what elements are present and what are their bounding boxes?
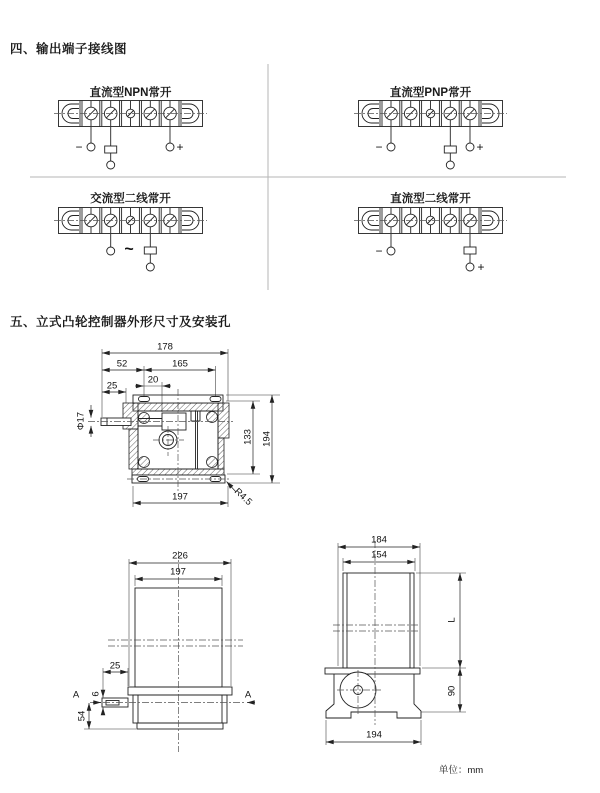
diagram-title-dc-pnp: 直流型PNP常开 bbox=[389, 87, 472, 99]
polarity-plus-label: + bbox=[477, 260, 485, 274]
ac-wave-symbol: ~ bbox=[124, 241, 134, 258]
polarity-minus-label: − bbox=[375, 140, 383, 154]
diagram-title-ac-2wire: 交流型二线常开 bbox=[90, 193, 171, 205]
dim-front-body-width: 197 bbox=[170, 566, 186, 578]
dim-side-base-height: 90 bbox=[446, 685, 458, 697]
section-mark-a-right: A bbox=[244, 689, 252, 701]
dim-side-height-var: L bbox=[446, 617, 458, 623]
section5-heading: 五、立式凸轮控制器外形尺寸及安装孔 bbox=[10, 315, 232, 329]
dim-shaft-length: 25 bbox=[106, 380, 118, 392]
dim-side-overall-width: 184 bbox=[371, 534, 387, 546]
wiring-npn bbox=[87, 127, 174, 169]
section4-heading: 四、输出端子接线图 bbox=[10, 42, 128, 56]
side-view-drawing bbox=[325, 541, 466, 745]
dim-front-overall-width: 226 bbox=[172, 550, 188, 562]
terminal-block-dc2 bbox=[354, 208, 507, 234]
polarity-plus-label: + bbox=[176, 140, 184, 154]
terminal-block-ac2 bbox=[54, 208, 207, 234]
dim-left-offset: 52 bbox=[116, 358, 128, 370]
dim-overall-width: 178 bbox=[157, 341, 173, 353]
polarity-plus-label: + bbox=[476, 140, 484, 154]
wiring-dc2 bbox=[387, 234, 476, 271]
polarity-minus-label: − bbox=[375, 244, 383, 258]
dim-side-body-width: 154 bbox=[371, 549, 387, 561]
polarity-minus-label: − bbox=[75, 140, 83, 154]
front-view-drawing bbox=[84, 551, 255, 752]
terminal-block-npn bbox=[54, 101, 207, 127]
dim-body-height: 133 bbox=[242, 429, 254, 445]
dim-corner-radius: R4.5 bbox=[231, 486, 255, 508]
dim-base-width: 197 bbox=[172, 491, 188, 503]
dim-key-width: 20 bbox=[147, 374, 159, 386]
dim-shaft-diameter: Φ17 bbox=[75, 411, 87, 431]
diagram-title-dc-2wire: 直流型二线常开 bbox=[390, 193, 471, 205]
dim-side-base-width: 194 bbox=[366, 729, 382, 741]
dim-front-shaft-center-height: 54 bbox=[76, 710, 88, 722]
diagram-title-dc-npn: 直流型NPN常开 bbox=[89, 87, 172, 99]
top-view-drawing bbox=[88, 349, 280, 507]
dim-overall-height: 194 bbox=[261, 431, 273, 447]
section-mark-a-left: A bbox=[72, 689, 80, 701]
wiring-diagrams bbox=[54, 101, 507, 272]
unit-note: 单位：mm bbox=[438, 765, 484, 776]
wiring-pnp bbox=[387, 127, 474, 169]
terminal-block-pnp bbox=[354, 101, 507, 127]
dim-front-shaft-length: 25 bbox=[109, 660, 121, 672]
dim-slot-spacing: 165 bbox=[172, 358, 188, 370]
dim-front-key-size: 6 bbox=[90, 691, 102, 697]
